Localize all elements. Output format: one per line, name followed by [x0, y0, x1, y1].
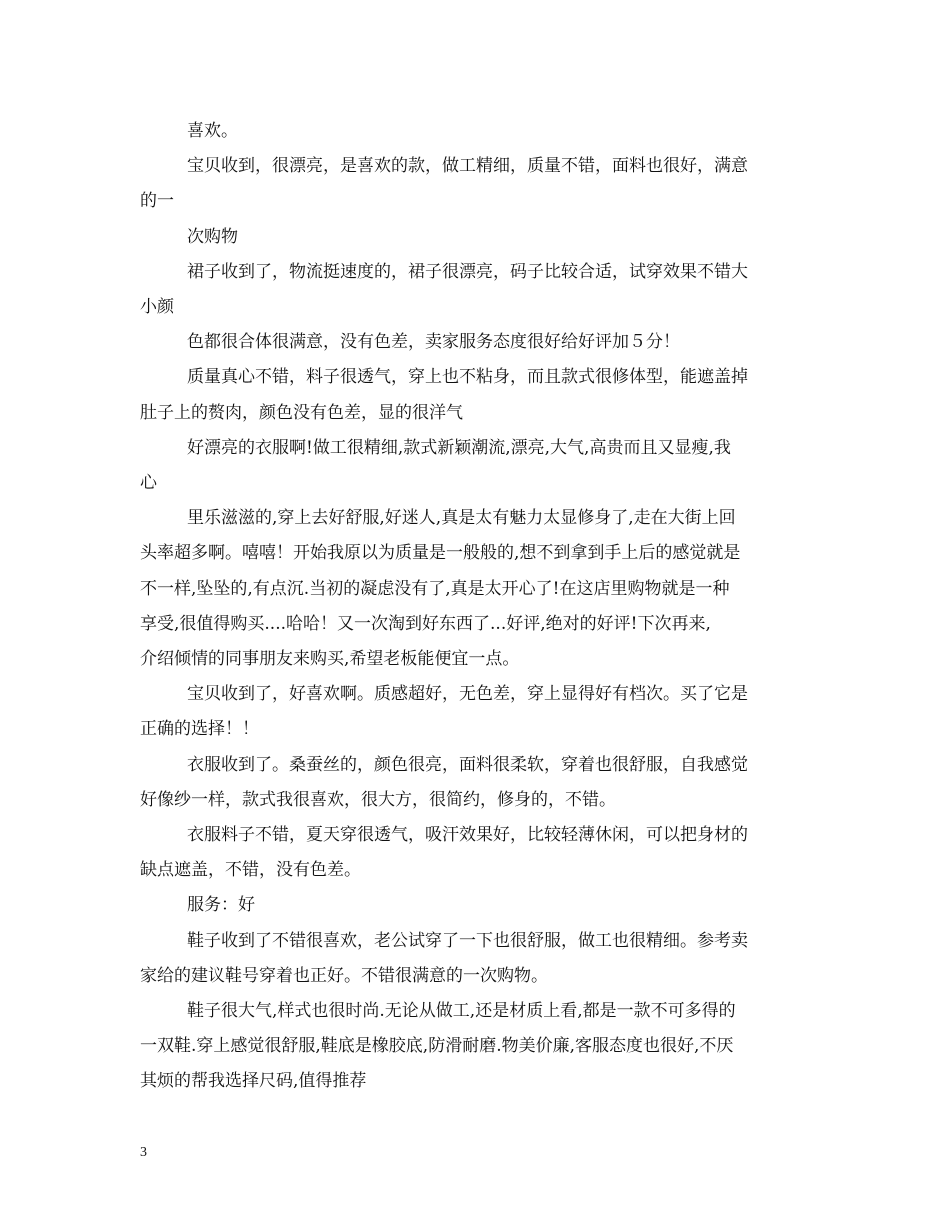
text-line: 头率超多啊。嘻嘻！开始我原以为质量是一般般的,想不到拿到手上后的感觉就是	[140, 543, 741, 564]
text-line: 鞋子收到了不错很喜欢，老公试穿了一下也很舒服，做工也很精细。参考卖	[187, 930, 748, 951]
text-line: 衣服收到了。桑蚕丝的，颜色很亮，面料很柔软，穿着也很舒服，自我感觉	[187, 754, 748, 775]
text-line: 不一样,坠坠的,有点沉.当初的凝虑没有了,真是太开心了!在这店里购物就是一种	[140, 578, 730, 599]
text-line: 色都很合体很满意，没有色差，卖家服务态度很好给好评加５分！	[187, 332, 680, 353]
text-line: 宝贝收到了，好喜欢啊。质感超好，无色差，穿上显得好有档次。买了它是	[187, 684, 748, 705]
text-line: 享受,很值得购买....哈哈！又一次淘到好东西了...好评,绝对的好评!下次再来,	[140, 613, 711, 634]
text-line: 质量真心不错，料子很透气，穿上也不粘身，而且款式很修体型，能遮盖掉	[187, 367, 748, 388]
text-line: 正确的选择！！	[140, 719, 259, 740]
text-line: 衣服料子不错，夏天穿很透气，吸汗效果好，比较轻薄休闲，可以把身材的	[187, 825, 748, 846]
text-line: 小颜	[140, 297, 174, 318]
text-line: 好像纱一样，款式我很喜欢，很大方，很简约，修身的，不错。	[140, 789, 616, 810]
text-line: 鞋子很大气,样式也很时尚.无论从做工,还是材质上看,都是一款不可多得的	[187, 1001, 736, 1022]
text-line: 其烦的帮我选择尺码,值得推荐	[140, 1071, 367, 1092]
text-line: 次购物	[187, 226, 238, 247]
text-line: 裙子收到了，物流挺速度的，裙子很漂亮，码子比较合适，试穿效果不错大	[187, 261, 748, 282]
text-line: 的一	[140, 191, 174, 212]
text-line: 介绍倾情的同事朋友来购买,希望老板能便宜一点。	[140, 649, 520, 670]
text-line: 里乐滋滋的,穿上去好舒服,好迷人,真是太有魅力太显修身了,走在大街上回	[187, 508, 736, 529]
text-line: 家给的建议鞋号穿着也正好。不错很满意的一次购物。	[140, 965, 548, 986]
text-line: 服务：好	[187, 895, 255, 916]
text-line: 好漂亮的衣服啊!做工很精细,款式新颖潮流,漂亮,大气,高贵而且又显瘦,我	[187, 437, 731, 458]
text-line: 肚子上的赘肉，颜色没有色差，显的很洋气	[140, 402, 463, 423]
text-line: 一双鞋.穿上感觉很舒服,鞋底是橡胶底,防滑耐磨.物美价廉,客服态度也很好,不厌	[140, 1036, 734, 1057]
text-line: 宝贝收到，很漂亮，是喜欢的款，做工精细，质量不错，面料也很好，满意	[187, 156, 748, 177]
text-line: 缺点遮盖，不错，没有色差。	[140, 860, 361, 881]
page-number: 3	[140, 1145, 147, 1160]
text-line: 心	[140, 473, 157, 494]
text-line: 喜欢。	[187, 121, 238, 141]
document-body	[140, 114, 812, 1100]
